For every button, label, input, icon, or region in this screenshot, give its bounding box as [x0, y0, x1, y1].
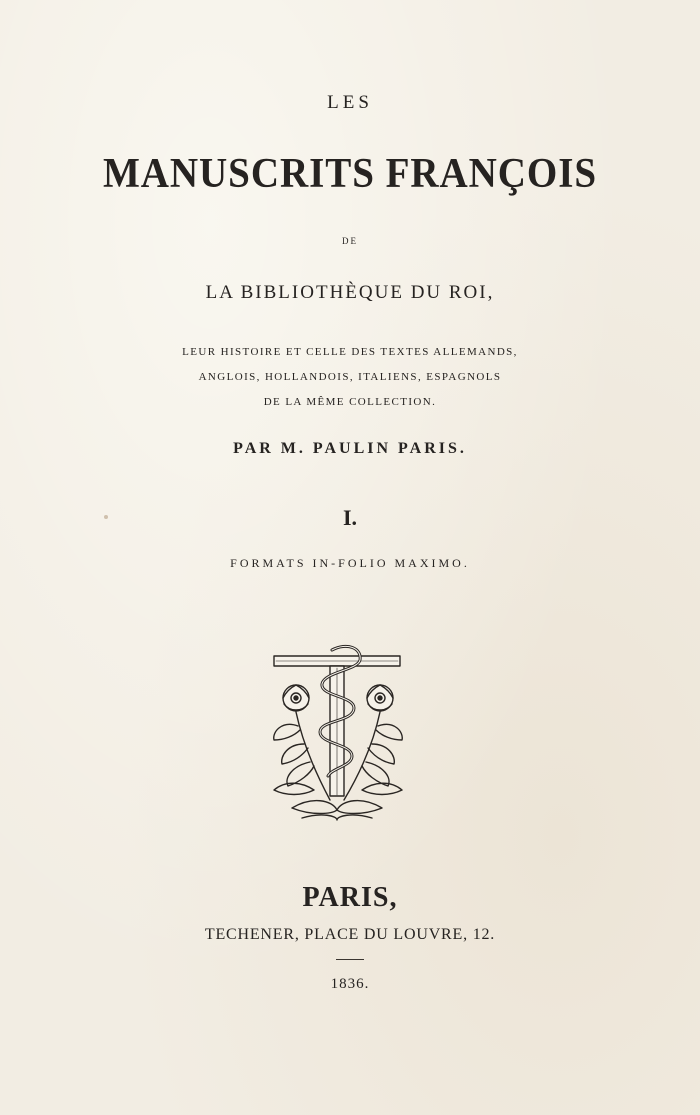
formats-line: FORMATS IN-FOLIO MAXIMO. [230, 556, 470, 570]
imprint-publisher: TECHENER, PLACE DU LOUVRE, 12. [204, 926, 496, 943]
main-title: MANUSCRITS FRANÇOIS [102, 151, 598, 197]
volume-number: I. [342, 505, 358, 530]
foxing-spot [104, 515, 108, 519]
library-name: LA BIBLIOTHÈQUE DU ROI, [205, 282, 495, 303]
description-line-2: ANGLOIS, HOLLANDOIS, ITALIENS, ESPAGNOLS [198, 371, 502, 383]
description-line-1: LEUR HISTOIRE ET CELLE DES TEXTES ALLEMANDS, [182, 346, 518, 358]
imprint-rule [336, 959, 364, 960]
imprint-city: PARIS, [302, 882, 398, 913]
description-line-3: DE LA MÊME COLLECTION. [263, 396, 437, 408]
imprint-year: 1836. [330, 976, 370, 992]
serpent-cross-emblem-icon [262, 640, 412, 830]
author-line: PAR M. PAULIN PARIS. [233, 440, 467, 457]
title-prefix: LES [327, 92, 373, 113]
title-connector: DE [342, 236, 358, 246]
